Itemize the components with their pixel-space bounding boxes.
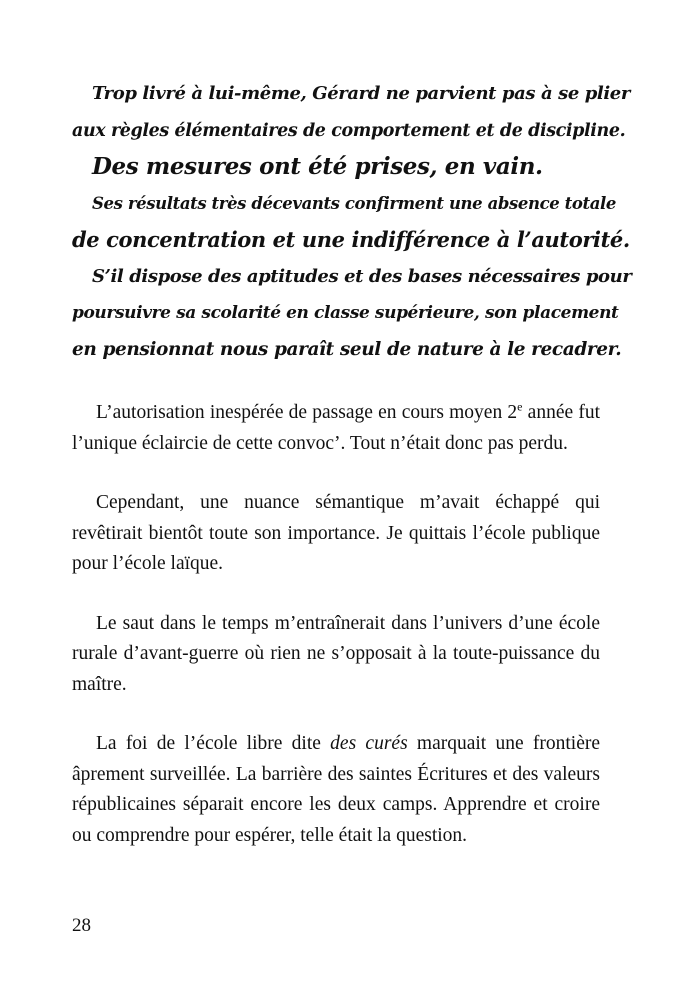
report-line-3: Des mesures ont été prises, en vain. <box>92 153 543 180</box>
report-line-2: aux règles élémentaires de comportement et de discipline. <box>72 120 626 141</box>
report-line-5: de concentration et une indifférence à l’autorité. <box>72 227 630 252</box>
paragraph-3: Le saut dans le temps m’entraînerait dans l’univers d’une école rurale d’avant-guerre où rien ne s’opposait à la toute-puissance du maître. <box>72 612 600 695</box>
report-line-7: poursuivre sa scolarité en classe supérieure, son placement <box>72 303 619 323</box>
body-text <box>72 398 600 880</box>
report-line-4: Ses résultats très décevants confirment une absence totale <box>92 193 616 213</box>
paragraph-1: L’autorisation inespérée de passage en cours moyen 2e année fut l’unique éclaircie de cette convoc’. Tout n’était donc pas perdu. <box>72 399 600 454</box>
report-line-6: S’il dispose des aptitudes et des bases nécessaires pour <box>92 265 632 287</box>
paragraph-2: Cependant, une nuance sémantique m’avait échappé qui revêtirait bientôt toute son importance. Je quittais l’école publique pour l’école laïque. <box>72 492 600 574</box>
paragraph-4: La foi de l’école libre dite des curés marquait une frontière âprement surveillée. La barrière des saintes Écritures et des valeurs républicaines séparait encore les deux camps. Apprendre et croire ou comprendre pour espérer, telle était la question. <box>72 733 600 846</box>
italic-des-cures: des curés <box>330 733 408 754</box>
handwritten-school-report <box>72 76 632 368</box>
page-number: 28 <box>72 915 91 936</box>
report-line-1: Trop livré à lui-même, Gérard ne parvient pas à se plier <box>92 83 630 104</box>
superscript-e: e <box>517 399 523 414</box>
report-line-8: en pensionnat nous paraît seul de nature à le recadrer. <box>72 338 622 360</box>
